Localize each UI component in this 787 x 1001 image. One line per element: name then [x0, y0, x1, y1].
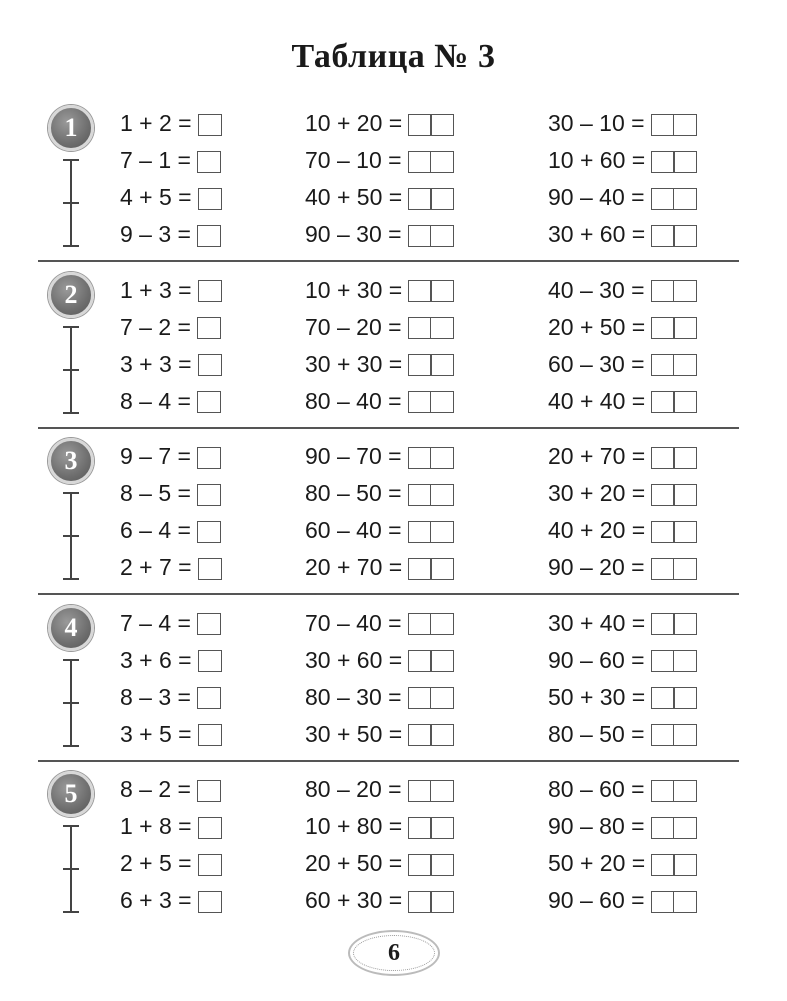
section-number-badge: 4: [48, 605, 94, 651]
answer-box[interactable]: [651, 854, 697, 876]
answer-box[interactable]: [197, 521, 221, 543]
answer-box[interactable]: [197, 613, 221, 635]
answer-box[interactable]: [408, 225, 454, 247]
answer-box[interactable]: [197, 484, 221, 506]
equation-text: 20 + 70 =: [548, 443, 646, 469]
timeline-bar-icon: [61, 659, 81, 747]
answer-box[interactable]: [408, 391, 454, 413]
section-number-badge: 5: [48, 771, 94, 817]
equation-text: 30 + 20 =: [548, 480, 646, 506]
page-number: 6: [348, 930, 440, 976]
equation-row: [120, 719, 222, 749]
equation-row: [305, 349, 454, 379]
page-title: Таблица № 3: [291, 38, 496, 75]
equation-row: [548, 552, 697, 582]
equation-text: 80 – 30 =: [305, 683, 402, 710]
equation-row: [305, 848, 454, 878]
equation-row: [548, 774, 697, 804]
equation-text: 90 – 40 =: [548, 184, 645, 210]
answer-box[interactable]: [651, 724, 697, 746]
equation-row: [548, 719, 697, 749]
equation-text: 80 – 20 =: [305, 776, 402, 802]
equation-text: 20 + 50 =: [305, 850, 403, 876]
equation-row: [305, 441, 454, 471]
answer-box[interactable]: [198, 354, 222, 376]
timeline-bar-icon: [61, 492, 81, 580]
equation-row: [548, 275, 697, 305]
equation-text: 4 + 5 =: [120, 184, 192, 210]
equation-text: 30 + 30 =: [305, 350, 403, 377]
answer-box[interactable]: [408, 817, 454, 839]
equation-row: [120, 608, 221, 638]
section-number-badge: 3: [48, 438, 94, 484]
equation-text: 80 – 40 =: [305, 387, 402, 414]
answer-box[interactable]: [198, 280, 222, 302]
equation-row: [305, 478, 454, 508]
answer-box[interactable]: [197, 780, 221, 802]
answer-box[interactable]: [198, 188, 222, 210]
answer-box[interactable]: [651, 447, 697, 469]
equation-text: 7 – 1 =: [120, 147, 191, 173]
equation-row: [305, 182, 454, 212]
exercise-section: [0, 769, 787, 935]
answer-box[interactable]: [198, 114, 222, 136]
equation-text: 90 – 20 =: [548, 554, 645, 580]
equation-text: 10 + 30 =: [305, 276, 403, 303]
equation-text: 3 + 3 =: [120, 350, 192, 377]
equation-row: [120, 515, 221, 545]
equation-row: [120, 885, 222, 915]
equation-text: 30 + 60 =: [305, 646, 403, 673]
equation-text: 8 – 2 =: [120, 776, 191, 802]
equation-text: 10 + 20 =: [305, 110, 403, 136]
equation-row: [120, 682, 221, 712]
equation-row: [120, 645, 222, 675]
equation-row: [548, 682, 697, 712]
equation-row: [120, 774, 221, 804]
answer-box[interactable]: [408, 891, 454, 913]
timeline-bar-icon: [61, 326, 81, 414]
answer-box[interactable]: [197, 225, 221, 247]
equation-text: 50 + 20 =: [548, 850, 646, 876]
equation-row: [120, 552, 222, 582]
equation-text: 6 + 3 =: [120, 887, 192, 913]
section-divider: [38, 260, 739, 262]
equation-text: 30 + 40 =: [548, 609, 646, 636]
equation-text: 7 – 2 =: [120, 313, 191, 340]
answer-box[interactable]: [408, 650, 454, 672]
equation-text: 20 + 50 =: [548, 313, 646, 340]
answer-box[interactable]: [651, 817, 697, 839]
equation-row: [305, 811, 454, 841]
equation-text: 70 – 20 =: [305, 313, 402, 340]
equation-row: [548, 885, 697, 915]
equation-row: [120, 312, 221, 342]
equation-row: [548, 645, 697, 675]
equation-text: 40 – 30 =: [548, 276, 645, 303]
equation-row: [305, 682, 454, 712]
equation-row: [548, 145, 697, 175]
equation-text: 2 + 5 =: [120, 850, 192, 876]
answer-box[interactable]: [408, 780, 454, 802]
section-divider: [38, 760, 739, 762]
answer-box[interactable]: [408, 613, 454, 635]
answer-box[interactable]: [197, 317, 221, 339]
answer-box[interactable]: [408, 558, 454, 580]
answer-box[interactable]: [408, 317, 454, 339]
equation-text: 8 – 5 =: [120, 480, 191, 506]
answer-box[interactable]: [408, 521, 454, 543]
equation-row: [305, 312, 454, 342]
exercise-section: [0, 270, 787, 436]
answer-box[interactable]: [197, 447, 221, 469]
equation-row: [120, 441, 221, 471]
answer-box[interactable]: [408, 724, 454, 746]
equation-text: 3 + 6 =: [120, 646, 192, 673]
equation-text: 30 – 10 =: [548, 110, 645, 136]
equation-text: 3 + 5 =: [120, 720, 192, 747]
equation-text: 80 – 60 =: [548, 776, 645, 802]
answer-box[interactable]: [651, 484, 697, 506]
answer-box[interactable]: [651, 891, 697, 913]
equation-row: [120, 848, 222, 878]
equation-text: 60 – 30 =: [548, 350, 645, 377]
equation-text: 1 + 2 =: [120, 110, 192, 136]
answer-box[interactable]: [198, 891, 222, 913]
equation-text: 80 – 50 =: [305, 480, 402, 506]
equation-row: [548, 219, 697, 249]
equation-text: 90 – 30 =: [305, 221, 402, 247]
section-divider: [38, 427, 739, 429]
equation-row: [305, 219, 454, 249]
answer-box[interactable]: [651, 317, 697, 339]
equation-text: 40 + 20 =: [548, 517, 646, 543]
equation-row: [548, 441, 697, 471]
equation-row: [305, 275, 454, 305]
answer-box[interactable]: [408, 854, 454, 876]
equation-text: 8 – 4 =: [120, 387, 191, 414]
answer-box[interactable]: [198, 854, 222, 876]
equation-row: [548, 349, 697, 379]
equation-text: 40 + 40 =: [548, 387, 646, 414]
answer-box[interactable]: [408, 280, 454, 302]
equation-text: 90 – 70 =: [305, 443, 402, 469]
equation-text: 9 – 7 =: [120, 443, 191, 469]
answer-box[interactable]: [198, 558, 222, 580]
equation-text: 10 + 80 =: [305, 813, 403, 839]
exercise-section: [0, 103, 787, 269]
answer-box[interactable]: [198, 817, 222, 839]
equation-row: [305, 386, 454, 416]
equation-text: 80 – 50 =: [548, 720, 645, 747]
equation-row: [548, 515, 697, 545]
equation-text: 50 + 30 =: [548, 683, 646, 710]
section-number-badge: 2: [48, 272, 94, 318]
answer-box[interactable]: [651, 188, 697, 210]
equation-text: 7 – 4 =: [120, 609, 191, 636]
answer-box[interactable]: [197, 391, 221, 413]
exercise-section: [0, 436, 787, 602]
equation-text: 10 + 60 =: [548, 147, 646, 173]
answer-box[interactable]: [408, 151, 454, 173]
equation-text: 90 – 60 =: [548, 646, 645, 673]
equation-text: 40 + 50 =: [305, 184, 403, 210]
answer-box[interactable]: [651, 521, 697, 543]
answer-box[interactable]: [408, 687, 454, 709]
answer-box[interactable]: [408, 114, 454, 136]
equation-text: 1 + 3 =: [120, 276, 192, 303]
equation-text: 70 – 40 =: [305, 609, 402, 636]
equation-text: 70 – 10 =: [305, 147, 402, 173]
answer-box[interactable]: [651, 114, 697, 136]
answer-box[interactable]: [651, 354, 697, 376]
answer-box[interactable]: [197, 151, 221, 173]
answer-box[interactable]: [408, 354, 454, 376]
answer-box[interactable]: [651, 151, 697, 173]
answer-box[interactable]: [651, 225, 697, 247]
equation-row: [120, 349, 222, 379]
equation-row: [548, 811, 697, 841]
equation-text: 8 – 3 =: [120, 683, 191, 710]
equation-row: [548, 312, 697, 342]
equation-text: 60 – 40 =: [305, 517, 402, 543]
equation-text: 9 – 3 =: [120, 221, 191, 247]
equation-row: [120, 386, 221, 416]
answer-box[interactable]: [651, 280, 697, 302]
equation-row: [548, 108, 697, 138]
equation-text: 30 + 60 =: [548, 221, 646, 247]
equation-row: [120, 182, 222, 212]
equation-row: [120, 811, 222, 841]
equation-text: 90 – 60 =: [548, 887, 645, 913]
equation-row: [120, 478, 221, 508]
answer-box[interactable]: [651, 687, 697, 709]
answer-box[interactable]: [651, 558, 697, 580]
equation-row: [305, 552, 454, 582]
timeline-bar-icon: [61, 825, 81, 913]
answer-box[interactable]: [651, 613, 697, 635]
timeline-bar-icon: [61, 159, 81, 247]
equation-text: 6 – 4 =: [120, 517, 191, 543]
equation-row: [548, 848, 697, 878]
equation-row: [305, 885, 454, 915]
answer-box[interactable]: [651, 650, 697, 672]
answer-box[interactable]: [651, 391, 697, 413]
equation-row: [305, 608, 454, 638]
equation-row: [120, 145, 221, 175]
equation-row: [305, 719, 454, 749]
equation-row: [548, 386, 697, 416]
equation-row: [305, 108, 454, 138]
answer-box[interactable]: [408, 484, 454, 506]
equation-row: [305, 774, 454, 804]
answer-box[interactable]: [408, 447, 454, 469]
equation-row: [548, 182, 697, 212]
section-number-badge: 1: [48, 105, 94, 151]
answer-box[interactable]: [197, 687, 221, 709]
equation-row: [305, 515, 454, 545]
answer-box[interactable]: [198, 724, 222, 746]
equation-text: 2 + 7 =: [120, 554, 192, 580]
equation-row: [548, 608, 697, 638]
answer-box[interactable]: [198, 650, 222, 672]
equation-row: [548, 478, 697, 508]
equation-text: 90 – 80 =: [548, 813, 645, 839]
section-divider: [38, 593, 739, 595]
equation-row: [305, 145, 454, 175]
equation-row: [120, 275, 222, 305]
equation-text: 30 + 50 =: [305, 720, 403, 747]
equation-row: [120, 219, 221, 249]
exercise-section: [0, 603, 787, 769]
equation-text: 60 + 30 =: [305, 887, 403, 913]
equation-text: 1 + 8 =: [120, 813, 192, 839]
equation-row: [305, 645, 454, 675]
equation-row: [120, 108, 222, 138]
answer-box[interactable]: [408, 188, 454, 210]
equation-text: 20 + 70 =: [305, 554, 403, 580]
answer-box[interactable]: [651, 780, 697, 802]
